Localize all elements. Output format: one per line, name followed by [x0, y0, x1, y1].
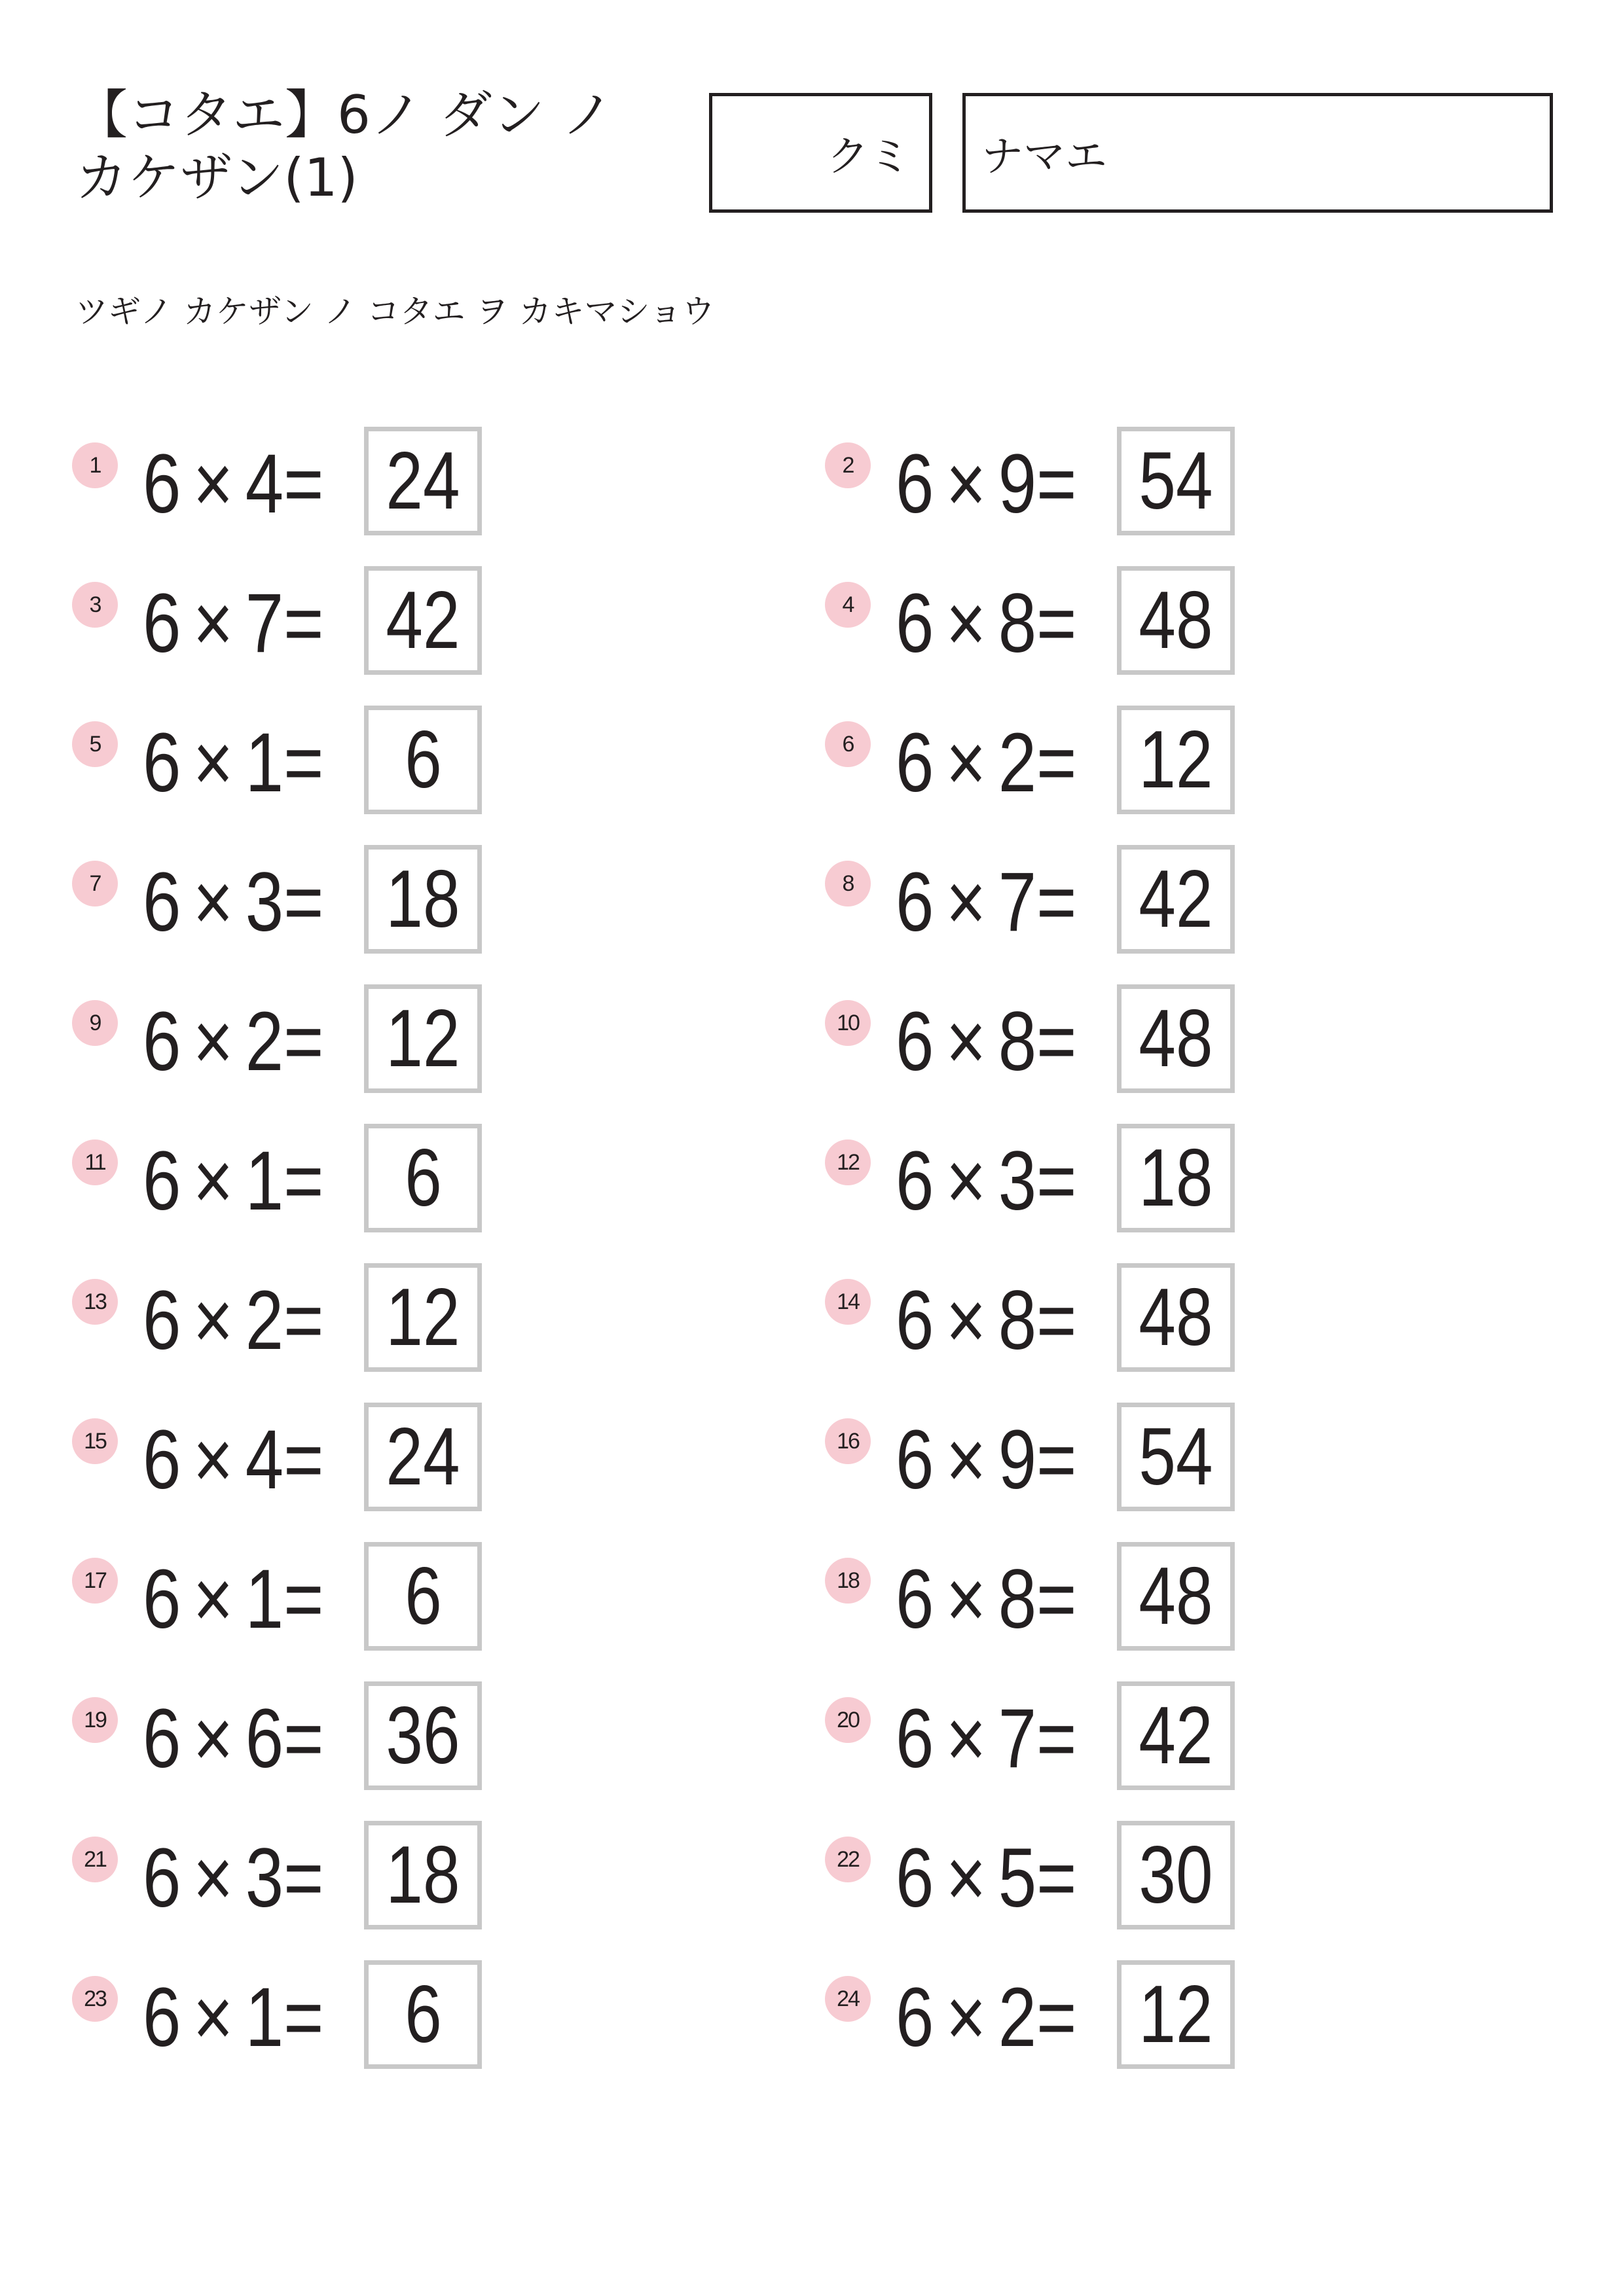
answer-value: 6 [404, 715, 442, 805]
worksheet-title [75, 84, 614, 209]
problem-expression [143, 995, 324, 1088]
multiplier: 2 [245, 995, 284, 1088]
problem-number-badge: 9 [72, 1000, 118, 1046]
multiplier: 7 [998, 855, 1037, 949]
multiplicand: 6 [896, 1274, 934, 1367]
problem-number-badge: 11 [72, 1139, 118, 1185]
answer-box[interactable] [1117, 427, 1235, 535]
times-sign: × [192, 995, 234, 1088]
answer-box[interactable] [364, 1542, 482, 1651]
multiplicand: 6 [896, 1552, 934, 1646]
answer-box[interactable] [364, 984, 482, 1093]
multiplicand: 6 [896, 1831, 934, 1925]
problem-number-badge: 6 [825, 721, 871, 767]
equals-sign: = [1036, 437, 1077, 531]
title-line-1: 【コタエ】6ノ ダン ノ [75, 84, 614, 145]
multiplier: 1 [245, 716, 284, 810]
problem-expression [896, 1971, 1077, 2064]
times-sign: × [192, 1971, 234, 2064]
answer-value: 54 [1139, 436, 1213, 526]
equals-sign: = [1036, 716, 1077, 810]
multiplier: 4 [245, 1413, 284, 1507]
equals-sign: = [283, 437, 324, 531]
problem-number-badge: 24 [825, 1976, 871, 2022]
problem-number-badge: 4 [825, 582, 871, 628]
multiplicand: 6 [896, 855, 934, 949]
multiplier: 8 [998, 577, 1037, 670]
instructions: ツギノ カケザン ノ コタエ ヲ カキマショウ [75, 293, 715, 331]
equals-sign: = [283, 1831, 324, 1925]
multiplier: 7 [998, 1692, 1037, 1785]
answer-value: 48 [1139, 1272, 1213, 1363]
problem-row [825, 706, 1283, 814]
problem-number-badge: 12 [825, 1139, 871, 1185]
problem-row [72, 1681, 530, 1790]
multiplier: 9 [998, 1413, 1037, 1507]
answer-value: 48 [1139, 994, 1213, 1084]
multiplier: 9 [998, 437, 1037, 531]
times-sign: × [192, 1413, 234, 1507]
answer-value: 12 [1139, 715, 1213, 805]
times-sign: × [945, 1274, 987, 1367]
answer-box[interactable] [364, 1681, 482, 1790]
problem-number-badge: 3 [72, 582, 118, 628]
multiplier: 8 [998, 1274, 1037, 1367]
multiplier: 8 [998, 1552, 1037, 1646]
problem-expression [143, 1692, 324, 1785]
answer-value: 36 [386, 1691, 460, 1781]
answer-box[interactable] [1117, 1263, 1235, 1372]
problem-row [72, 1960, 530, 2069]
multiplicand: 6 [896, 437, 934, 531]
problem-number-badge: 2 [825, 442, 871, 488]
answer-value: 24 [386, 1412, 460, 1502]
answer-value: 6 [404, 1969, 442, 2060]
multiplier: 1 [245, 1134, 284, 1228]
problem-number-badge: 20 [825, 1697, 871, 1743]
answer-box[interactable] [1117, 1681, 1235, 1790]
problem-row [825, 984, 1283, 1093]
equals-sign: = [1036, 1413, 1077, 1507]
class-label: クミ [827, 132, 911, 181]
answer-box[interactable] [1117, 566, 1235, 675]
multiplier: 8 [998, 995, 1037, 1088]
times-sign: × [192, 437, 234, 531]
problem-expression [896, 716, 1077, 810]
problem-number-badge: 5 [72, 721, 118, 767]
problem-row [72, 427, 530, 535]
problem-expression [143, 1831, 324, 1925]
times-sign: × [945, 577, 987, 670]
problem-number-badge: 17 [72, 1558, 118, 1604]
answer-value: 18 [386, 854, 460, 944]
problem-expression [143, 1413, 324, 1507]
multiplicand: 6 [143, 1692, 181, 1785]
times-sign: × [192, 1134, 234, 1228]
answer-value: 48 [1139, 1551, 1213, 1641]
name-field[interactable] [962, 93, 1553, 213]
problem-row [825, 845, 1283, 954]
answer-box[interactable] [1117, 984, 1235, 1093]
answer-box[interactable] [364, 1263, 482, 1372]
multiplicand: 6 [896, 995, 934, 1088]
equals-sign: = [283, 1692, 324, 1785]
class-field[interactable] [709, 93, 932, 213]
multiplier: 6 [245, 1692, 284, 1785]
multiplier: 1 [245, 1552, 284, 1646]
problem-row [72, 706, 530, 814]
problem-row [825, 1681, 1283, 1790]
answer-box[interactable] [364, 1821, 482, 1929]
answer-value: 6 [404, 1133, 442, 1223]
answer-value: 6 [404, 1551, 442, 1641]
answer-box[interactable] [364, 845, 482, 954]
multiplicand: 6 [896, 1692, 934, 1785]
problem-number-badge: 22 [825, 1837, 871, 1882]
problem-number-badge: 21 [72, 1837, 118, 1882]
answer-box[interactable] [1117, 845, 1235, 954]
problem-number-badge: 13 [72, 1279, 118, 1325]
times-sign: × [945, 437, 987, 531]
multiplicand: 6 [896, 1134, 934, 1228]
times-sign: × [945, 855, 987, 949]
answer-value: 12 [1139, 1969, 1213, 2060]
problem-number-badge: 10 [825, 1000, 871, 1046]
problem-expression [143, 577, 324, 670]
problem-row [72, 1124, 530, 1232]
multiplicand: 6 [143, 1552, 181, 1646]
multiplicand: 6 [143, 577, 181, 670]
problem-expression [896, 1413, 1077, 1507]
answer-box[interactable] [364, 566, 482, 675]
times-sign: × [192, 716, 234, 810]
times-sign: × [192, 577, 234, 670]
answer-box[interactable] [364, 427, 482, 535]
answer-value: 54 [1139, 1412, 1213, 1502]
problem-row [72, 566, 530, 675]
times-sign: × [945, 1134, 987, 1228]
answer-value: 42 [386, 575, 460, 666]
times-sign: × [192, 1274, 234, 1367]
answer-box[interactable] [364, 1960, 482, 2069]
answer-value: 18 [1139, 1133, 1213, 1223]
equals-sign: = [1036, 995, 1077, 1088]
problem-row [825, 566, 1283, 675]
multiplier: 3 [998, 1134, 1037, 1228]
problem-expression [896, 1831, 1077, 1925]
answer-value: 18 [386, 1830, 460, 1920]
multiplier: 2 [998, 1971, 1037, 2064]
problem-row [825, 427, 1283, 535]
problem-expression [896, 577, 1077, 670]
equals-sign: = [1036, 1692, 1077, 1785]
equals-sign: = [1036, 1552, 1077, 1646]
multiplicand: 6 [143, 437, 181, 531]
problem-expression [143, 437, 324, 531]
equals-sign: = [283, 995, 324, 1088]
equals-sign: = [283, 855, 324, 949]
problem-expression [143, 716, 324, 810]
multiplier: 7 [245, 577, 284, 670]
answer-box[interactable] [1117, 1124, 1235, 1232]
problem-expression [896, 1552, 1077, 1646]
problem-row [72, 1821, 530, 1929]
equals-sign: = [283, 1971, 324, 2064]
equals-sign: = [283, 1413, 324, 1507]
times-sign: × [945, 1413, 987, 1507]
multiplier: 5 [998, 1831, 1037, 1925]
problem-number-badge: 8 [825, 861, 871, 906]
equals-sign: = [283, 1274, 324, 1367]
multiplicand: 6 [143, 855, 181, 949]
answer-value: 12 [386, 1272, 460, 1363]
problem-number-badge: 14 [825, 1279, 871, 1325]
multiplier: 3 [245, 855, 284, 949]
equals-sign: = [1036, 1134, 1077, 1228]
answer-box[interactable] [364, 706, 482, 814]
times-sign: × [945, 1971, 987, 2064]
answer-box[interactable] [1117, 1960, 1235, 2069]
answer-value: 42 [1139, 1691, 1213, 1781]
multiplier: 4 [245, 437, 284, 531]
multiplicand: 6 [143, 1134, 181, 1228]
times-sign: × [192, 1552, 234, 1646]
times-sign: × [945, 1692, 987, 1785]
problem-row [72, 1263, 530, 1372]
problem-expression [896, 437, 1077, 531]
problem-row [72, 1542, 530, 1651]
equals-sign: = [283, 1552, 324, 1646]
multiplicand: 6 [143, 716, 181, 810]
problem-row [825, 1124, 1283, 1232]
answer-box[interactable] [1117, 1821, 1235, 1929]
equals-sign: = [1036, 1274, 1077, 1367]
times-sign: × [192, 1831, 234, 1925]
problem-number-badge: 19 [72, 1697, 118, 1743]
answer-value: 42 [1139, 854, 1213, 944]
multiplicand: 6 [143, 1971, 181, 2064]
multiplicand: 6 [896, 577, 934, 670]
equals-sign: = [1036, 855, 1077, 949]
problem-row [825, 1542, 1283, 1651]
problem-expression [896, 995, 1077, 1088]
equals-sign: = [283, 577, 324, 670]
problem-number-badge: 15 [72, 1418, 118, 1464]
problem-row [825, 1403, 1283, 1511]
times-sign: × [945, 1831, 987, 1925]
problem-expression [896, 1134, 1077, 1228]
problem-expression [143, 1552, 324, 1646]
problem-row [72, 984, 530, 1093]
problem-number-badge: 16 [825, 1418, 871, 1464]
answer-box[interactable] [1117, 1542, 1235, 1651]
problem-row [72, 1403, 530, 1511]
answer-value: 48 [1139, 575, 1213, 666]
title-line-2: カケザン(1) [75, 147, 358, 208]
multiplicand: 6 [896, 1971, 934, 2064]
problem-expression [143, 1971, 324, 2064]
multiplicand: 6 [143, 995, 181, 1088]
answer-box[interactable] [1117, 1403, 1235, 1511]
problem-expression [896, 1274, 1077, 1367]
times-sign: × [945, 1552, 987, 1646]
problem-row [72, 845, 530, 954]
multiplier: 2 [998, 716, 1037, 810]
problem-expression [143, 855, 324, 949]
problem-number-badge: 7 [72, 861, 118, 906]
problem-number-badge: 18 [825, 1558, 871, 1604]
times-sign: × [192, 855, 234, 949]
answer-value: 30 [1139, 1830, 1213, 1920]
answer-box[interactable] [364, 1403, 482, 1511]
answer-box[interactable] [1117, 706, 1235, 814]
problem-row [825, 1960, 1283, 2069]
multiplicand: 6 [143, 1413, 181, 1507]
multiplicand: 6 [896, 716, 934, 810]
problem-expression [143, 1134, 324, 1228]
equals-sign: = [1036, 1831, 1077, 1925]
answer-value: 24 [386, 436, 460, 526]
multiplier: 1 [245, 1971, 284, 2064]
multiplicand: 6 [143, 1831, 181, 1925]
problem-number-badge: 23 [72, 1976, 118, 2022]
problem-expression [896, 1692, 1077, 1785]
times-sign: × [945, 716, 987, 810]
answer-value: 12 [386, 994, 460, 1084]
answer-box[interactable] [364, 1124, 482, 1232]
problem-row [825, 1821, 1283, 1929]
problem-expression [143, 1274, 324, 1367]
multiplier: 3 [245, 1831, 284, 1925]
name-label: ナマエ [981, 132, 1107, 181]
times-sign: × [192, 1692, 234, 1785]
multiplier: 2 [245, 1274, 284, 1367]
problem-row [825, 1263, 1283, 1372]
equals-sign: = [1036, 577, 1077, 670]
equals-sign: = [283, 716, 324, 810]
multiplicand: 6 [143, 1274, 181, 1367]
problem-expression [896, 855, 1077, 949]
times-sign: × [945, 995, 987, 1088]
multiplicand: 6 [896, 1413, 934, 1507]
problem-number-badge: 1 [72, 442, 118, 488]
equals-sign: = [1036, 1971, 1077, 2064]
equals-sign: = [283, 1134, 324, 1228]
